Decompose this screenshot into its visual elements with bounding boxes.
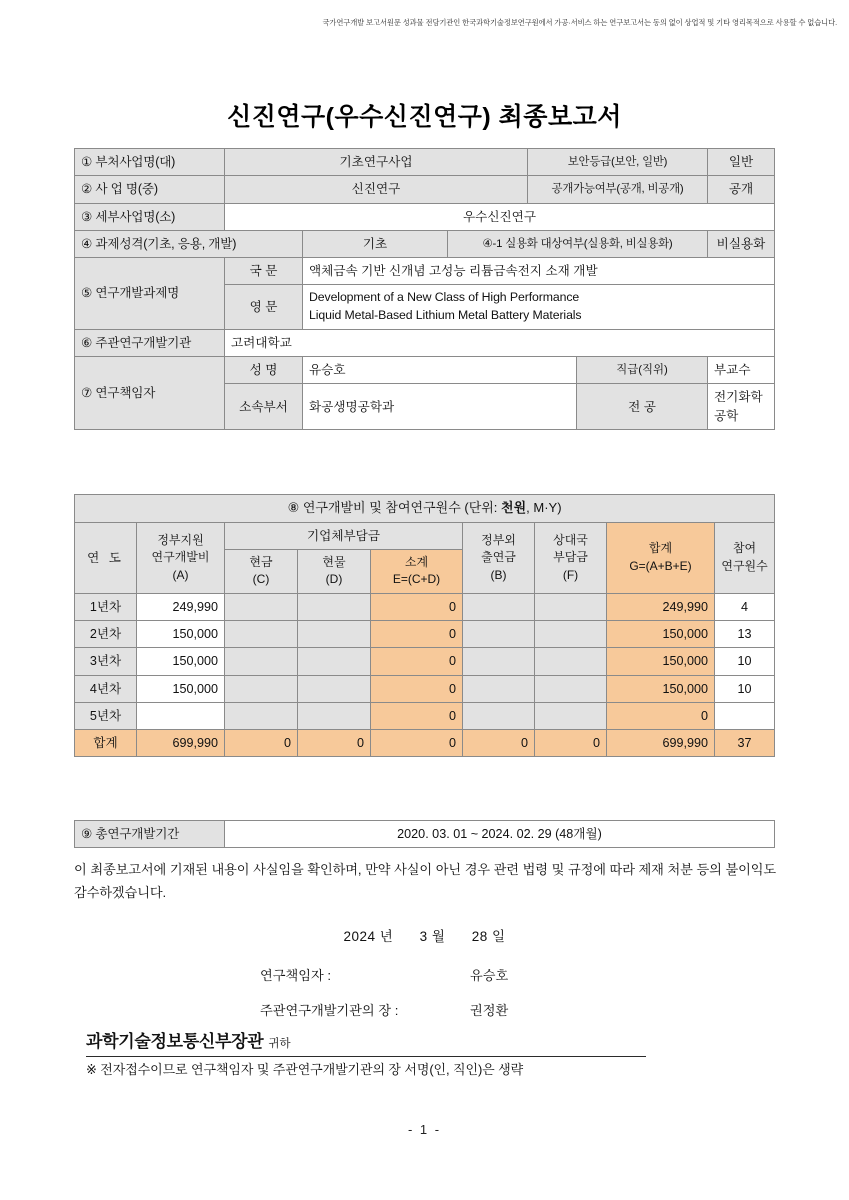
cash-l1: 현금 [249,555,273,570]
cell-inkind [298,648,371,675]
cell-partner [535,702,607,729]
cell-cash [225,621,298,648]
cell-researchers: 4 [715,593,775,620]
cell-subtotal: 0 [371,648,463,675]
sig-month-unit: 월 [431,929,446,944]
org-signature-label: 주관연구개발기관의 장 : [260,1003,399,1018]
partner-l3: (F) [562,567,579,582]
commercialization-label: ④-1 실용화 대상여부(실용화, 비실용화) [448,230,708,257]
col-partner-header [535,522,607,593]
pi-rank-label: 직급(직위) [577,357,708,384]
cell-researchers: 10 [715,648,775,675]
gov-fund-l2: 연구개발비 [151,550,210,565]
cell-gov: 249,990 [137,593,225,620]
nongov-l2: 출연금 [481,550,516,565]
confirmation-statement: 이 최종보고서에 기재된 내용이 사실임을 확인하며, 만약 사실이 아닌 경우 관련 법령 및 규정에 따라 제재 처분 등의 불이익도 감수하겠습니다. [74,862,776,901]
nongov-l1: 정부외 [481,532,516,547]
cell-subtotal: 0 [371,675,463,702]
subtotal-l2: E=(C+D) [392,572,441,587]
cell-researchers: 10 [715,675,775,702]
total-gov: 699,990 [137,730,225,757]
subtotal-l1: 소계 [404,555,429,570]
cell-inkind [298,702,371,729]
gov-fund-l3: (A) [172,567,189,582]
total-l1: 합계 [648,541,673,556]
cell-researchers [715,702,775,729]
budget-table [74,494,775,757]
org-signature-row [74,1000,776,1019]
total-grand: 699,990 [607,730,715,757]
pi-signature-row [74,965,776,984]
table-row [75,203,775,230]
cell-gov: 150,000 [137,675,225,702]
cell-cash [225,648,298,675]
cell-partner [535,593,607,620]
gov-fund-l1: 정부지원 [157,532,204,547]
cell-partner [535,621,607,648]
period-label: ⑨ 총연구개발기간 [75,821,225,848]
col-subtotal-header [371,550,463,594]
total-nongov: 0 [463,730,535,757]
commercialization-value: 비실용화 [708,230,775,257]
ministry-program-label: ① 부처사업명(대) [75,149,225,176]
col-total-header [607,522,715,593]
sig-year: 2024 [343,929,376,944]
total-partner: 0 [535,730,607,757]
pi-dept-value: 화공생명공학과 [303,384,577,430]
budget-title-unit: 천원 [501,500,527,515]
pi-major-value: 전기화학공학 [708,384,775,430]
project-title-label: ⑤ 연구개발과제명 [75,258,225,330]
korean-title-label: 국 문 [225,258,303,285]
cell-cash [225,593,298,620]
total-inkind: 0 [298,730,371,757]
period-value: 2020. 03. 01 ~ 2024. 02. 29 (48개월) [225,821,775,848]
col-cash-header [225,550,298,594]
pi-signature-name: 유승호 [470,968,509,983]
table-row [75,495,775,523]
cell-researchers: 13 [715,621,775,648]
org-signature-name: 권정환 [470,1003,509,1018]
signature-omission-note: ※ 전자접수이므로 연구책임자 및 주관연구개발기관의 장 서명(인, 직인)은 생략 [86,1062,524,1077]
researchers-l1: 참여 [732,541,757,556]
security-grade-value: 일반 [708,149,775,176]
cell-subtotal: 0 [371,702,463,729]
table-row [75,675,775,702]
sub-program-label: ③ 세부사업명(소) [75,203,225,230]
nongov-l3: (B) [490,567,507,582]
cell-nongov [463,675,535,702]
english-title-line1: Development of a New Class of High Performance [309,290,580,305]
cell-cash [225,702,298,729]
english-title-label: 영 문 [225,285,303,330]
budget-section-title [75,495,775,523]
table-row [75,593,775,620]
table-row [75,522,775,549]
sig-month: 3 [419,929,428,944]
minister-title: 과학기술정보통신부장관 [86,1032,264,1051]
cell-nongov [463,648,535,675]
cell-subtotal: 0 [371,621,463,648]
copyright-notice: 국가연구개발 보고서원문 성과물 전담기관인 한국과학기술정보연구원에서 가공·서비스 하는 연구보고서는 동의 없이 상업적 및 기타 영리목적으로 사용할 수 없습니다. [322,18,837,27]
total-subtotal: 0 [371,730,463,757]
row-year: 3년차 [75,648,137,675]
col-corp-group-header: 기업체부담금 [225,522,463,549]
budget-title-prefix: ⑧ 연구개발비 및 참여연구원수 (단위: [287,500,502,515]
cell-nongov [463,593,535,620]
col-inkind-header [298,550,371,594]
pi-name-label: 성 명 [225,357,303,384]
program-name-value: 신진연구 [225,176,528,203]
table-row [75,258,775,285]
pi-signature-label: 연구책임자 : [260,968,332,983]
inkind-l2: (D) [325,572,343,587]
table-row [75,176,775,203]
project-type-value: 기초 [303,230,448,257]
total-row-label: 합계 [75,730,137,757]
host-institution-label: ⑥ 주관연구개발기관 [75,329,225,356]
pi-major-label: 전 공 [577,384,708,430]
col-gov-fund-header [137,522,225,593]
cell-nongov [463,621,535,648]
row-year: 2년차 [75,621,137,648]
cell-inkind [298,593,371,620]
partner-l2: 부담금 [553,550,588,565]
security-grade-label: 보안등급(보안, 일반) [528,149,708,176]
cell-total: 0 [607,702,715,729]
col-nongov-header [463,522,535,593]
sig-year-unit: 년 [379,929,394,944]
sig-day: 28 [471,929,488,944]
signature-date [0,925,849,945]
project-info-table [74,148,775,430]
pi-section-label: ⑦ 연구책임자 [75,357,225,430]
page-number: - 1 - [407,1122,442,1137]
cell-total: 249,990 [607,593,715,620]
cell-cash [225,675,298,702]
cell-total: 150,000 [607,621,715,648]
row-year: 4년차 [75,675,137,702]
table-row [75,702,775,729]
pi-rank-value: 부교수 [708,357,775,384]
cell-partner [535,675,607,702]
table-row [75,821,775,848]
cell-gov: 150,000 [137,648,225,675]
budget-title-suffix: , M·Y) [526,500,562,515]
table-row [75,648,775,675]
pi-dept-label: 소속부서 [225,384,303,430]
cell-inkind [298,621,371,648]
col-year-header: 연 도 [75,522,137,593]
host-institution-value: 고려대학교 [225,329,775,356]
english-title-line2: Liquid Metal-Based Lithium Metal Battery Materials [309,308,582,323]
cell-partner [535,648,607,675]
col-researchers-header [715,522,775,593]
cell-subtotal: 0 [371,593,463,620]
pi-name-value: 유승호 [303,357,577,384]
english-title-value [303,285,775,330]
inkind-l1: 현물 [322,555,346,570]
sub-program-value: 우수신진연구 [225,203,775,230]
table-row [75,329,775,356]
total-l2: G=(A+B+E) [629,558,692,573]
cell-total: 150,000 [607,675,715,702]
cell-inkind [298,675,371,702]
table-row-total [75,730,775,757]
cell-gov [137,702,225,729]
research-period-table [74,820,775,848]
partner-l1: 상대국 [553,532,588,547]
project-type-label: ④ 과제성격(기초, 응용, 개발) [75,230,303,257]
table-row [75,149,775,176]
cash-l2: (C) [252,572,270,587]
researchers-l2: 연구원수 [721,558,768,573]
korean-title-value: 액체금속 기반 신개념 고성능 리튬금속전지 소재 개발 [303,258,775,285]
row-year: 1년차 [75,593,137,620]
minister-honorific: 귀하 [268,1038,291,1050]
program-name-label: ② 사 업 명(중) [75,176,225,203]
page-title: 신진연구(우수신진연구) 최종보고서 [227,103,622,131]
minister-addressee [86,1027,646,1057]
sig-day-unit: 일 [491,929,506,944]
row-year: 5년차 [75,702,137,729]
total-researchers: 37 [715,730,775,757]
table-row [75,621,775,648]
table-row [75,230,775,257]
ministry-program-value: 기초연구사업 [225,149,528,176]
cell-gov: 150,000 [137,621,225,648]
disclosure-label: 공개가능여부(공개, 비공개) [528,176,708,203]
disclosure-value: 공개 [708,176,775,203]
cell-total: 150,000 [607,648,715,675]
cell-nongov [463,702,535,729]
total-cash: 0 [225,730,298,757]
table-row [75,357,775,384]
